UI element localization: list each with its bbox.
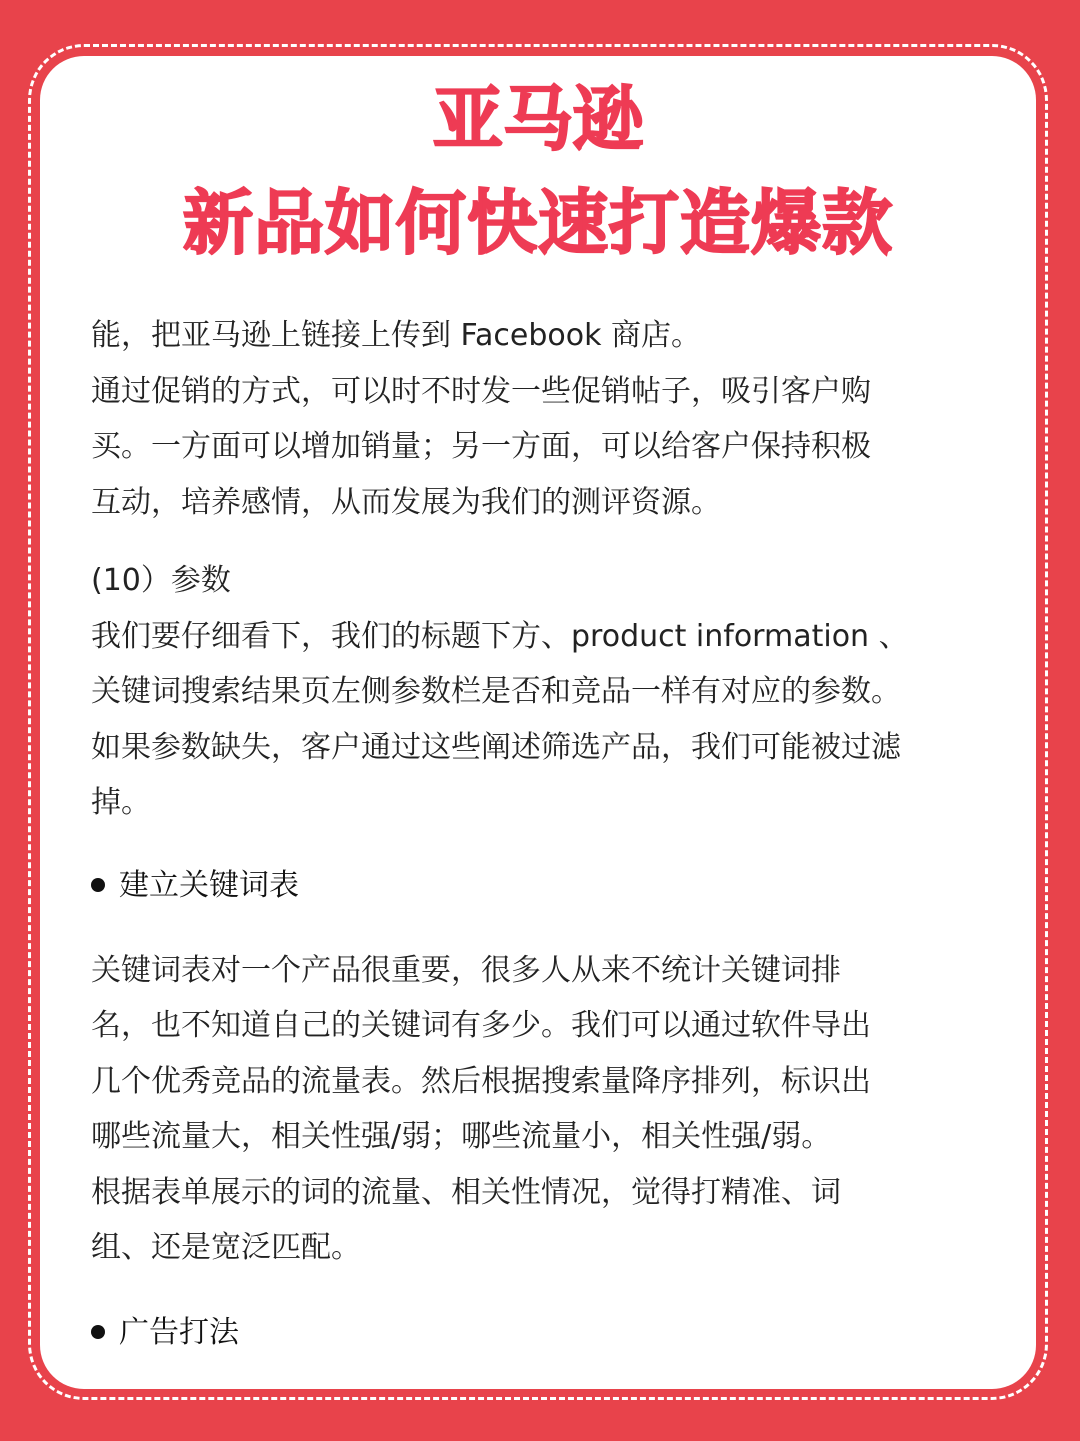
paragraph-3-line-1: 关键词表对一个产品很重要，很多人从来不统计关键词排 [91, 953, 841, 988]
paragraph-3-line-4: 哪些流量大，相关性强/弱；哪些流量小，相关性强/弱。 [91, 1119, 832, 1154]
content-card [40, 56, 1036, 1389]
paragraph-1-line-1: 能，把亚马逊上链接上传到 Facebook 商店。 [91, 318, 702, 353]
paragraph-2-line-3: 如果参数缺失，客户通过这些阐述筛选产品，我们可能被过滤 [91, 730, 901, 765]
paragraph-2-line-4: 掉。 [91, 785, 151, 820]
paragraph-2-line-2: 关键词搜索结果页左侧参数栏是否和竞品一样有对应的参数。 [91, 674, 901, 709]
paragraph-1-line-4: 互动，培养感情，从而发展为我们的测评资源。 [91, 485, 721, 520]
bullet-dot-icon [91, 1325, 105, 1339]
paragraph-3-line-6: 组、还是宽泛匹配。 [91, 1230, 361, 1265]
paragraph-2-line-1: 我们要仔细看下，我们的标题下方、product information 、 [91, 619, 909, 654]
section-heading-params: (10）参数 [91, 563, 231, 598]
paragraph-1-line-3: 买。一方面可以增加销量；另一方面，可以给客户保持积极 [91, 429, 871, 464]
bullet-ad-strategy-label: 广告打法 [119, 1315, 239, 1350]
title-line-1: 亚马逊 [433, 78, 643, 160]
paragraph-3-line-5: 根据表单展示的词的流量、相关性情况，觉得打精准、词 [91, 1175, 841, 1210]
paragraph-3-line-2: 名，也不知道自己的关键词有多少。我们可以通过软件导出 [91, 1008, 871, 1043]
bullet-keyword-table-label: 建立关键词表 [119, 868, 299, 903]
bullet-dot-icon [91, 878, 105, 892]
paragraph-3-line-3: 几个优秀竞品的流量表。然后根据搜索量降序排列，标识出 [91, 1064, 871, 1099]
bullet-ad-strategy [91, 1311, 239, 1355]
bullet-keyword-table [91, 864, 299, 908]
paragraph-1-line-2: 通过促销的方式，可以时不时发一些促销帖子，吸引客户购 [91, 374, 871, 409]
title-line-2: 新品如何快速打造爆款 [183, 182, 893, 264]
